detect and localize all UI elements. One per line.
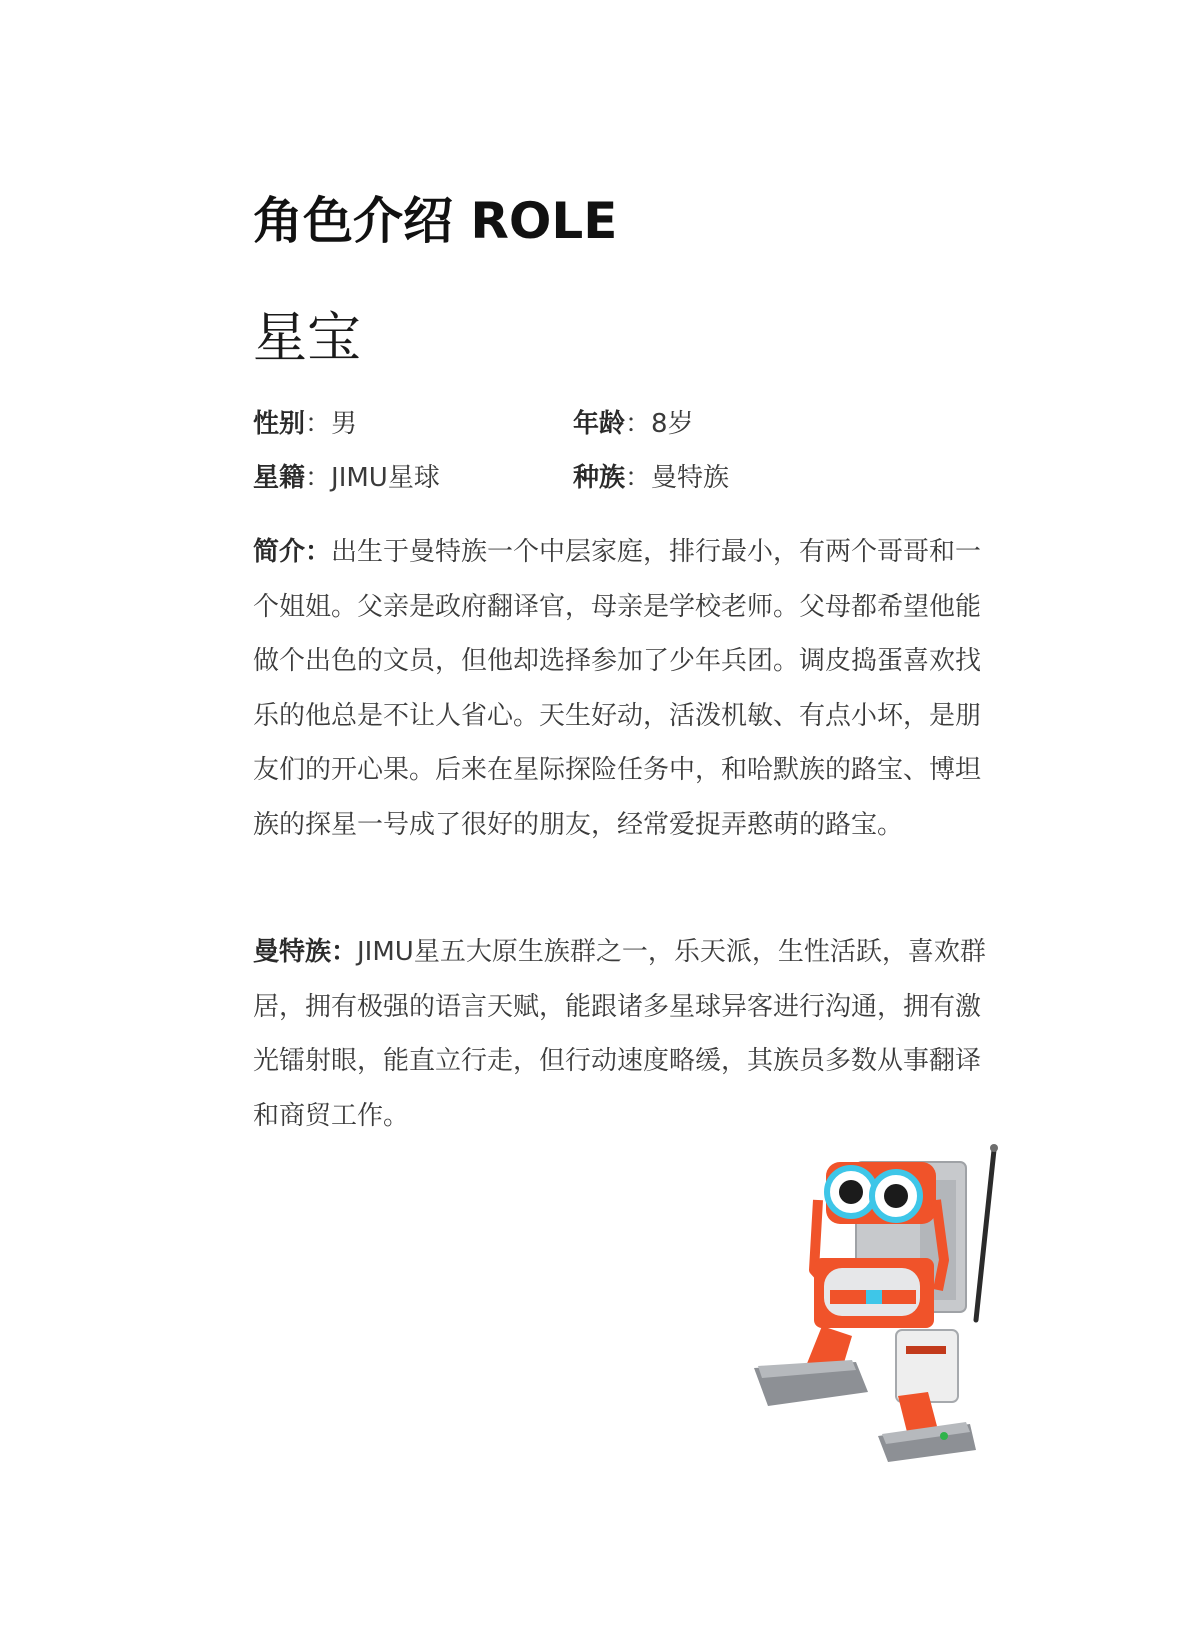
tribe-text: JIMU星五大原生族群之一，乐天派，生性活跃，喜欢群居，拥有极强的语言天赋，能跟诸多星球异客进行沟通，拥有激光镭射眼，能直立行走，但行动速度略缓，其族员多数从事翻译和商贸工作。 bbox=[253, 937, 986, 1131]
attr-gender bbox=[253, 406, 357, 442]
character-name: 星宝 bbox=[253, 306, 361, 369]
attr-homeplanet bbox=[253, 460, 440, 496]
attr-age-sep: ： bbox=[625, 409, 652, 439]
robot-right-arm bbox=[936, 1200, 944, 1290]
attr-age-label: 年龄 bbox=[573, 409, 626, 439]
attr-gender-label: 性别 bbox=[253, 409, 306, 439]
robot-left-pupil bbox=[839, 1180, 863, 1204]
robot-antenna bbox=[976, 1150, 994, 1320]
intro-label: 简介： bbox=[253, 537, 332, 567]
attr-gender-value: 男 bbox=[331, 409, 358, 439]
attr-homeplanet-sep: ： bbox=[305, 463, 332, 493]
attr-race bbox=[573, 460, 729, 496]
robot-illustration bbox=[748, 1140, 1008, 1480]
intro-text: 出生于曼特族一个中层家庭，排行最小，有两个哥哥和一个姐姐。父亲是政府翻译官，母亲是学校老师。父母都希望他能做个出色的文员，但他却选择参加了少年兵团。调皮捣蛋喜欢找乐的他总是不让人省心。天生好动，活泼机敏、有点小坏，是朋友们的开心果。后来在星际探险任务中，和哈默族的路宝、博坦族的探星一号成了很好的朋友，经常爱捉弄憨萌的路宝。 bbox=[253, 537, 982, 840]
robot-body-accent bbox=[866, 1290, 882, 1304]
attr-homeplanet-label: 星籍 bbox=[253, 463, 306, 493]
tribe-paragraph bbox=[253, 925, 1003, 1143]
robot-foot-light bbox=[940, 1432, 948, 1440]
attr-age bbox=[573, 406, 694, 442]
attr-age-value: 8岁 bbox=[651, 409, 694, 439]
attr-homeplanet-value: JIMU星球 bbox=[331, 463, 440, 493]
page-heading: 角色介绍 ROLE bbox=[253, 192, 618, 250]
tribe-label: 曼特族： bbox=[253, 937, 358, 967]
robot-antenna-tip bbox=[990, 1144, 998, 1152]
robot-right-pupil bbox=[884, 1184, 908, 1208]
attr-race-value: 曼特族 bbox=[651, 463, 730, 493]
robot-right-servo-stripe bbox=[906, 1346, 946, 1354]
attr-gender-sep: ： bbox=[305, 409, 332, 439]
intro-paragraph bbox=[253, 525, 1003, 852]
attr-race-sep: ： bbox=[625, 463, 652, 493]
attr-race-label: 种族 bbox=[573, 463, 626, 493]
robot-right-servo bbox=[896, 1330, 958, 1402]
